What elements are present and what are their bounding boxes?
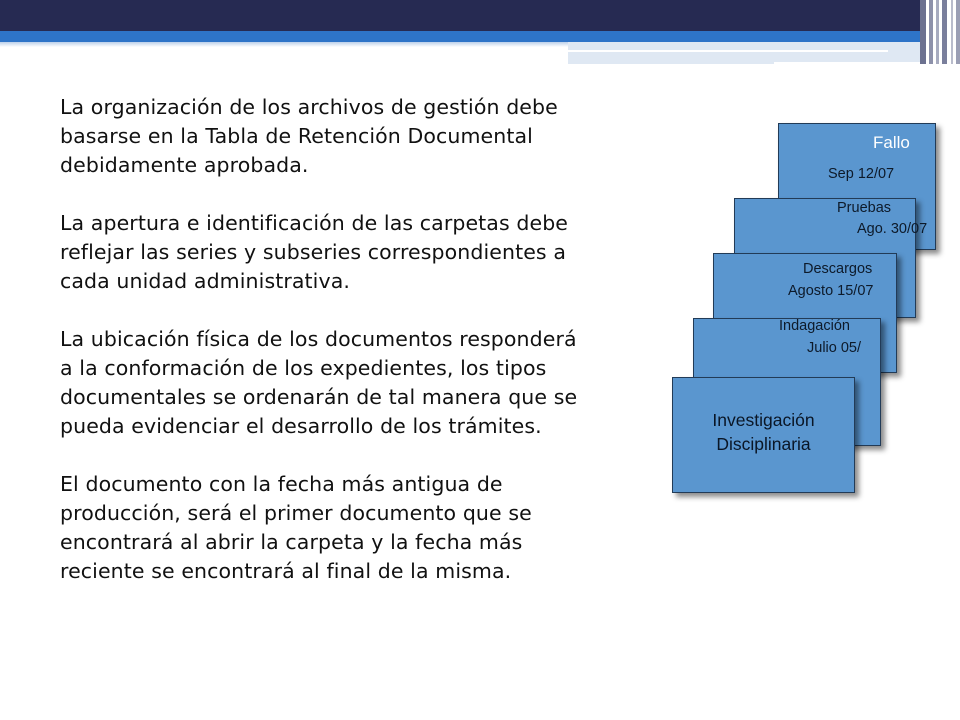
text-line: La apertura e identificación de las carpetas debe [60, 211, 569, 235]
slide-body-text [60, 93, 670, 586]
header-line [774, 62, 920, 64]
text-line: El documento con la fecha más antigua de [60, 472, 503, 496]
header-stripe [951, 0, 953, 64]
folder-title-line: Disciplinaria [716, 434, 811, 454]
text-line: documentales se ordenarán de tal manera que se [60, 385, 578, 409]
header-stripe [942, 0, 947, 64]
header-stripes [920, 0, 960, 64]
text-line: encontrará al abrir la carpeta y la fecha más [60, 530, 523, 554]
header-stripe [956, 0, 960, 64]
text-line: reflejar las series y subseries correspondientes a [60, 240, 566, 264]
header-stripe [929, 0, 933, 64]
text-line: La organización de los archivos de gestión debe [60, 95, 558, 119]
paragraph-fecha [60, 470, 670, 586]
header-gradient [0, 42, 568, 47]
paragraph-apertura [60, 209, 670, 296]
text-line: producción, será el primer documento que se [60, 501, 532, 525]
folder-title: Descargos [803, 261, 873, 277]
header-stripe [936, 0, 939, 64]
folder-date: Sep 12/07 [828, 166, 895, 182]
header-bar-dark [0, 0, 920, 31]
paragraph-ubicacion [60, 325, 670, 441]
folder-date: Julio 05/ [807, 340, 862, 356]
text-line: debidamente aprobada. [60, 153, 309, 177]
text-line: reciente se encontrará al final de la misma. [60, 559, 512, 583]
text-line: pueda evidenciar el desarrollo de los trámites. [60, 414, 542, 438]
text-line: La ubicación física de los documentos responderá [60, 327, 577, 351]
header-bar-blue [0, 31, 920, 42]
paragraph-organizacion [60, 93, 670, 180]
folder-date: Ago. 30/07 [857, 221, 928, 237]
header-line [568, 50, 888, 52]
folder-title: Indagación [779, 318, 850, 334]
text-line: a la conformación de los expedientes, los tipos [60, 356, 547, 380]
text-line: cada unidad administrativa. [60, 269, 350, 293]
text-line: basarse en la Tabla de Retención Documental [60, 124, 533, 148]
folder-title: Pruebas [837, 200, 892, 216]
header-stripe [920, 0, 926, 64]
folder-title-line: Investigación [712, 410, 815, 430]
header-bar-light [568, 42, 920, 64]
folder-title: Fallo [873, 133, 910, 152]
folder-date: Agosto 15/07 [788, 283, 874, 299]
folder-title [673, 408, 854, 456]
folder-investigacion-disciplinaria [672, 377, 855, 493]
